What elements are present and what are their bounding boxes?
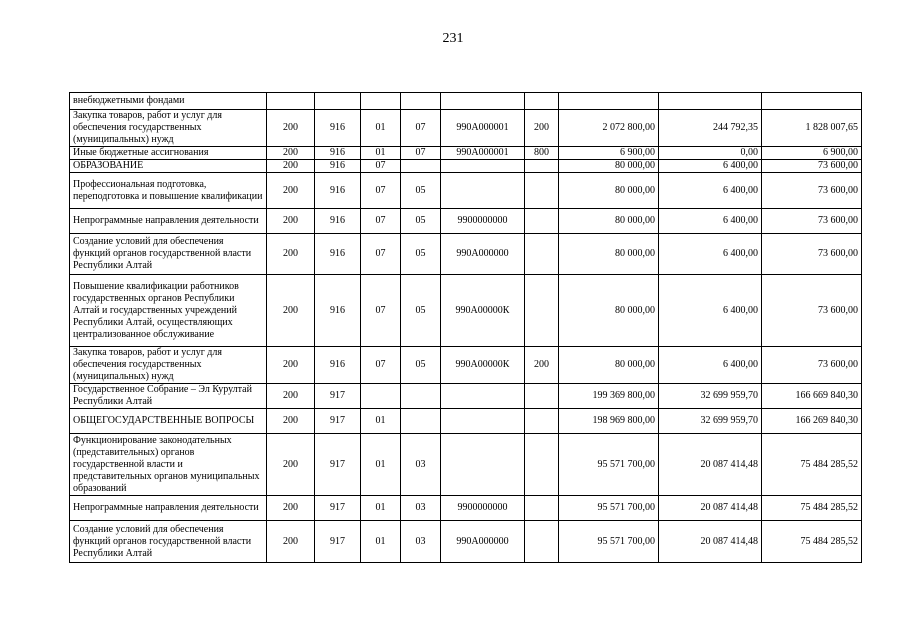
- row-c1-cell: 200: [267, 110, 315, 147]
- row-name-cell: Закупка товаров, работ и услуг для обеспечения государственных (муниципальных) нужд: [70, 347, 267, 384]
- row-c3-cell: 07: [361, 160, 401, 173]
- row-c3-cell: 01: [361, 110, 401, 147]
- row-c3-cell: 01: [361, 409, 401, 434]
- row-v1-cell: 2 072 800,00: [559, 110, 659, 147]
- row-v2-cell: 6 400,00: [659, 234, 762, 275]
- row-c2-cell: 916: [315, 160, 361, 173]
- row-c5-cell: [441, 409, 525, 434]
- row-v1-cell: 80 000,00: [559, 234, 659, 275]
- row-c3-cell: 07: [361, 209, 401, 234]
- row-c4-cell: [401, 384, 441, 409]
- row-v3-cell: 73 600,00: [762, 209, 862, 234]
- row-v3-cell: 73 600,00: [762, 160, 862, 173]
- row-c4-cell: 05: [401, 347, 441, 384]
- row-c1-cell: 200: [267, 384, 315, 409]
- row-c4-cell: 05: [401, 275, 441, 347]
- row-v2-cell: 6 400,00: [659, 209, 762, 234]
- row-c6-cell: [525, 384, 559, 409]
- table-row: [70, 173, 862, 209]
- row-v2-cell: 32 699 959,70: [659, 384, 762, 409]
- row-name-cell: Создание условий для обеспечения функций органов государственной власти Республики Алтай: [70, 521, 267, 563]
- row-c1-cell: [267, 93, 315, 110]
- row-c5-cell: 990А00000К: [441, 347, 525, 384]
- row-c3-cell: [361, 384, 401, 409]
- table-row: [70, 496, 862, 521]
- row-c5-cell: 9900000000: [441, 209, 525, 234]
- row-v1-cell: 80 000,00: [559, 275, 659, 347]
- row-c6-cell: [525, 160, 559, 173]
- row-v2-cell: 6 400,00: [659, 160, 762, 173]
- row-v2-cell: 32 699 959,70: [659, 409, 762, 434]
- row-c4-cell: 05: [401, 209, 441, 234]
- row-c3-cell: 01: [361, 434, 401, 496]
- row-c6-cell: 200: [525, 347, 559, 384]
- row-v1-cell: 95 571 700,00: [559, 434, 659, 496]
- row-c4-cell: 05: [401, 173, 441, 209]
- row-c3-cell: 07: [361, 275, 401, 347]
- row-c5-cell: [441, 173, 525, 209]
- row-name-cell: Непрограммные направления деятельности: [70, 209, 267, 234]
- row-v1-cell: 199 369 800,00: [559, 384, 659, 409]
- table-row: [70, 110, 862, 147]
- row-c5-cell: 990А000000: [441, 521, 525, 563]
- row-v3-cell: 75 484 285,52: [762, 434, 862, 496]
- row-c2-cell: 916: [315, 209, 361, 234]
- row-c2-cell: 916: [315, 275, 361, 347]
- row-v2-cell: 6 400,00: [659, 275, 762, 347]
- row-v3-cell: 6 900,00: [762, 147, 862, 160]
- row-v1-cell: 95 571 700,00: [559, 496, 659, 521]
- row-v2-cell: 20 087 414,48: [659, 434, 762, 496]
- row-v3-cell: 75 484 285,52: [762, 496, 862, 521]
- row-v2-cell: 0,00: [659, 147, 762, 160]
- row-v3-cell: 73 600,00: [762, 275, 862, 347]
- table-row: [70, 234, 862, 275]
- row-c4-cell: 07: [401, 110, 441, 147]
- row-c4-cell: [401, 160, 441, 173]
- table-row: [70, 434, 862, 496]
- row-c5-cell: [441, 93, 525, 110]
- row-name-cell: внебюджетными фондами: [70, 93, 267, 110]
- table-row: [70, 521, 862, 563]
- row-c5-cell: 990А000000: [441, 234, 525, 275]
- row-v1-cell: [559, 93, 659, 110]
- row-c1-cell: 200: [267, 173, 315, 209]
- row-c6-cell: [525, 209, 559, 234]
- budget-table: [69, 92, 862, 563]
- row-c5-cell: 9900000000: [441, 496, 525, 521]
- row-c5-cell: [441, 384, 525, 409]
- row-c1-cell: 200: [267, 209, 315, 234]
- row-c2-cell: 916: [315, 347, 361, 384]
- row-v3-cell: 1 828 007,65: [762, 110, 862, 147]
- row-name-cell: Функционирование законодательных (представительных) органов государственной власти и представительных органов муниципальных образований: [70, 434, 267, 496]
- row-v1-cell: 80 000,00: [559, 347, 659, 384]
- row-c3-cell: 07: [361, 234, 401, 275]
- row-v3-cell: [762, 93, 862, 110]
- row-v3-cell: 73 600,00: [762, 173, 862, 209]
- row-name-cell: ОБЩЕГОСУДАРСТВЕННЫЕ ВОПРОСЫ: [70, 409, 267, 434]
- row-c1-cell: 200: [267, 434, 315, 496]
- row-c2-cell: 917: [315, 496, 361, 521]
- row-c2-cell: 917: [315, 521, 361, 563]
- row-name-cell: Повышение квалификации работников государственных органов Республики Алтай и государственных учреждений Республики Алтай, осуществляющих централизованное обслуживание: [70, 275, 267, 347]
- row-name-cell: ОБРАЗОВАНИЕ: [70, 160, 267, 173]
- row-c3-cell: 01: [361, 147, 401, 160]
- row-c5-cell: 990А000001: [441, 110, 525, 147]
- row-name-cell: Закупка товаров, работ и услуг для обеспечения государственных (муниципальных) нужд: [70, 110, 267, 147]
- row-c1-cell: 200: [267, 275, 315, 347]
- row-c2-cell: 917: [315, 384, 361, 409]
- row-c6-cell: 800: [525, 147, 559, 160]
- row-c4-cell: [401, 409, 441, 434]
- row-c4-cell: 05: [401, 234, 441, 275]
- table-row: [70, 93, 862, 110]
- row-c2-cell: 917: [315, 409, 361, 434]
- row-c1-cell: 200: [267, 147, 315, 160]
- table-row: [70, 275, 862, 347]
- row-c3-cell: 01: [361, 496, 401, 521]
- row-name-cell: Создание условий для обеспечения функций органов государственной власти Республики Алтай: [70, 234, 267, 275]
- row-c4-cell: 03: [401, 496, 441, 521]
- row-c6-cell: [525, 521, 559, 563]
- row-name-cell: Непрограммные направления деятельности: [70, 496, 267, 521]
- row-c4-cell: 07: [401, 147, 441, 160]
- row-c3-cell: 07: [361, 173, 401, 209]
- row-v3-cell: 73 600,00: [762, 234, 862, 275]
- row-name-cell: Государственное Собрание – Эл Курултай Республики Алтай: [70, 384, 267, 409]
- row-c1-cell: 200: [267, 496, 315, 521]
- row-c2-cell: 916: [315, 110, 361, 147]
- row-name-cell: Иные бюджетные ассигнования: [70, 147, 267, 160]
- row-v3-cell: 75 484 285,52: [762, 521, 862, 563]
- row-c6-cell: [525, 434, 559, 496]
- row-c5-cell: 990А00000К: [441, 275, 525, 347]
- table-row: [70, 409, 862, 434]
- row-c3-cell: 07: [361, 347, 401, 384]
- row-v1-cell: 6 900,00: [559, 147, 659, 160]
- row-c1-cell: 200: [267, 234, 315, 275]
- row-c5-cell: [441, 160, 525, 173]
- table-row: [70, 347, 862, 384]
- row-c5-cell: [441, 434, 525, 496]
- row-v1-cell: 198 969 800,00: [559, 409, 659, 434]
- row-c3-cell: [361, 93, 401, 110]
- row-v2-cell: 244 792,35: [659, 110, 762, 147]
- row-v2-cell: 20 087 414,48: [659, 521, 762, 563]
- row-c4-cell: 03: [401, 434, 441, 496]
- row-v2-cell: 6 400,00: [659, 347, 762, 384]
- row-c3-cell: 01: [361, 521, 401, 563]
- row-c2-cell: 917: [315, 434, 361, 496]
- row-v1-cell: 95 571 700,00: [559, 521, 659, 563]
- table-row: [70, 209, 862, 234]
- row-v3-cell: 166 669 840,30: [762, 384, 862, 409]
- row-v2-cell: [659, 93, 762, 110]
- row-v3-cell: 166 269 840,30: [762, 409, 862, 434]
- row-c6-cell: [525, 173, 559, 209]
- row-v1-cell: 80 000,00: [559, 209, 659, 234]
- row-c5-cell: 990А000001: [441, 147, 525, 160]
- row-v2-cell: 20 087 414,48: [659, 496, 762, 521]
- page-number: 231: [442, 31, 464, 46]
- row-c6-cell: [525, 93, 559, 110]
- row-c6-cell: [525, 409, 559, 434]
- row-v1-cell: 80 000,00: [559, 160, 659, 173]
- row-c6-cell: [525, 234, 559, 275]
- row-v3-cell: 73 600,00: [762, 347, 862, 384]
- row-c4-cell: [401, 93, 441, 110]
- table-row: [70, 384, 862, 409]
- row-c6-cell: [525, 275, 559, 347]
- row-c2-cell: 916: [315, 173, 361, 209]
- row-c1-cell: 200: [267, 521, 315, 563]
- row-c6-cell: [525, 496, 559, 521]
- table-row: [70, 147, 862, 160]
- table-row: [70, 160, 862, 173]
- row-c1-cell: 200: [267, 347, 315, 384]
- row-name-cell: Профессиональная подготовка, переподготовка и повышение квалификации: [70, 173, 267, 209]
- row-c1-cell: 200: [267, 409, 315, 434]
- row-c2-cell: 916: [315, 234, 361, 275]
- row-c2-cell: [315, 93, 361, 110]
- row-v1-cell: 80 000,00: [559, 173, 659, 209]
- row-v2-cell: 6 400,00: [659, 173, 762, 209]
- row-c4-cell: 03: [401, 521, 441, 563]
- row-c1-cell: 200: [267, 160, 315, 173]
- row-c2-cell: 916: [315, 147, 361, 160]
- row-c6-cell: 200: [525, 110, 559, 147]
